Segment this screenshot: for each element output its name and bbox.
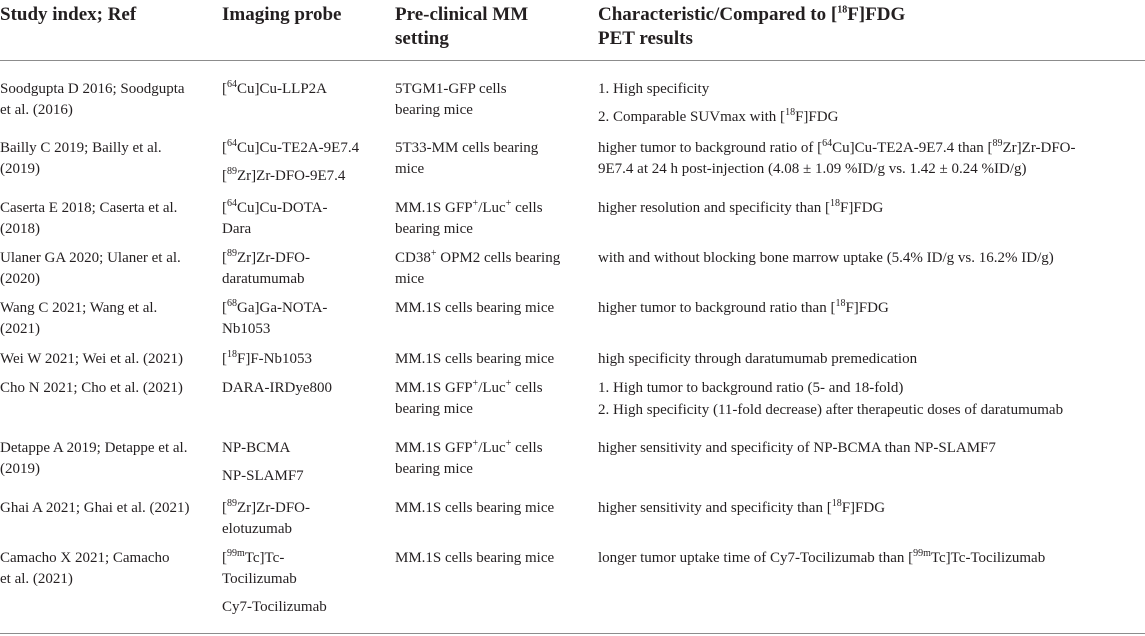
probe-cell: DARA-IRDye800 — [222, 380, 332, 396]
setting-cell: CD38+ OPM2 cells bearing mice — [395, 248, 561, 287]
probe-cell: NP-BCMA NP-SLAMF7 — [222, 440, 304, 484]
study-cell: Soodgupta D 2016; Soodgupta et al. (2016) — [0, 81, 185, 118]
study-cell: Detappe A 2019; Detappe et al. (2019) — [0, 440, 188, 477]
probe-cell: [$^{64}$Cu]Cu-TE2A-9E7.4 [$^{89}$Zr]Zr-DFO-9E7.4 — [222, 138, 360, 184]
setting-cell: 5T33-MM cells bearing mice — [395, 140, 539, 177]
setting-cell: MM.1S GFP+/Luc+ cells bearing mice — [395, 378, 543, 417]
result-cell: with and without blocking bone marrow uptake (5.4% ID/g vs. 16.2% ID/g) — [598, 250, 1054, 266]
probe-cell: [$^{68}$Ga]Ga-NOTA- Nb1053 — [222, 298, 328, 337]
probe-cell: [$^{64}$Cu]Cu-LLP2A — [222, 79, 327, 97]
setting-cell: MM.1S cells bearing mice — [395, 300, 555, 316]
study-cell: Cho N 2021; Cho et al. (2021) — [0, 380, 183, 396]
setting-cell: 5TGM1-GFP cells bearing mice — [395, 81, 507, 118]
result-cell: 1. High specificity 2. Comparable SUVmax with [$^{18}$F]FDG — [598, 81, 839, 125]
table-header — [0, 0, 1145, 50]
study-cell: Ulaner GA 2020; Ulaner et al. (2020) — [0, 250, 181, 287]
probe-cell: [$^{99m}$Tc]Tc- Tocilizumab Cy7-Tocilizumab — [222, 548, 327, 615]
setting-cell: MM.1S cells bearing mice — [395, 550, 555, 566]
study-cell: Bailly C 2019; Bailly et al. (2019) — [0, 140, 162, 177]
header-study: Study index; Ref — [0, 4, 137, 25]
study-cell: Caserta E 2018; Caserta et al. (2018) — [0, 200, 178, 237]
study-cell: Wei W 2021; Wei et al. (2021) — [0, 351, 183, 367]
header-results: Characteristic/Compared to [$^{18}$F]FDG PET results — [598, 4, 906, 49]
study-cell: Wang C 2021; Wang et al. (2021) — [0, 300, 158, 337]
setting-cell: MM.1S cells bearing mice — [395, 351, 555, 367]
result-cell: higher sensitivity and specificity of NP-BCMA than NP-SLAMF7 — [598, 440, 996, 456]
result-cell: longer tumor uptake time of Cy7-Tocilizumab than [$^{99m}$Tc]Tc-Tocilizumab — [598, 548, 1046, 566]
header-setting: Pre-clinical MM setting — [395, 4, 529, 49]
setting-cell: MM.1S cells bearing mice — [395, 500, 555, 516]
probe-cell: [$^{89}$Zr]Zr-DFO- elotuzumab — [222, 498, 311, 537]
setting-cell: MM.1S GFP+/Luc+ cells bearing mice — [395, 438, 543, 477]
result-cell: higher resolution and specificity than [$^{18}$F]FDG — [598, 198, 884, 216]
result-cell: high specificity through daratumumab premedication — [598, 351, 918, 367]
probe-cell: [$^{89}$Zr]Zr-DFO- daratumumab — [222, 248, 311, 287]
result-cell: higher tumor to background ratio than [$^{18}$F]FDG — [598, 298, 889, 316]
study-cell: Camacho X 2021; Camacho et al. (2021) — [0, 550, 170, 587]
probe-cell: [$^{64}$Cu]Cu-DOTA- Dara — [222, 198, 328, 237]
result-cell: 1. High tumor to background ratio (5- and 18-fold) 2. High specificity (11-fold decrease) after therapeutic doses of daratumumab — [598, 380, 1064, 418]
study-cell: Ghai A 2021; Ghai et al. (2021) — [0, 500, 190, 516]
setting-cell: MM.1S GFP+/Luc+ cells bearing mice — [395, 198, 543, 237]
bottom-rule — [0, 633, 1145, 634]
probe-cell: [$^{18}$F]F-Nb1053 — [222, 349, 313, 367]
header-rule — [0, 60, 1145, 61]
header-probe: Imaging probe — [222, 4, 342, 25]
result-cell: higher sensitivity and specificity than [$^{18}$F]FDG — [598, 498, 886, 516]
result-cell: higher tumor to background ratio of [$^{64}$Cu]Cu-TE2A-9E7.4 than [$^{89}$Zr]Zr-DFO- 9E7.4 at 24 h post-injection (4.08 ± 1.09 %ID/g vs. 1.42 ± 0.24 %ID/g) — [598, 138, 1076, 177]
